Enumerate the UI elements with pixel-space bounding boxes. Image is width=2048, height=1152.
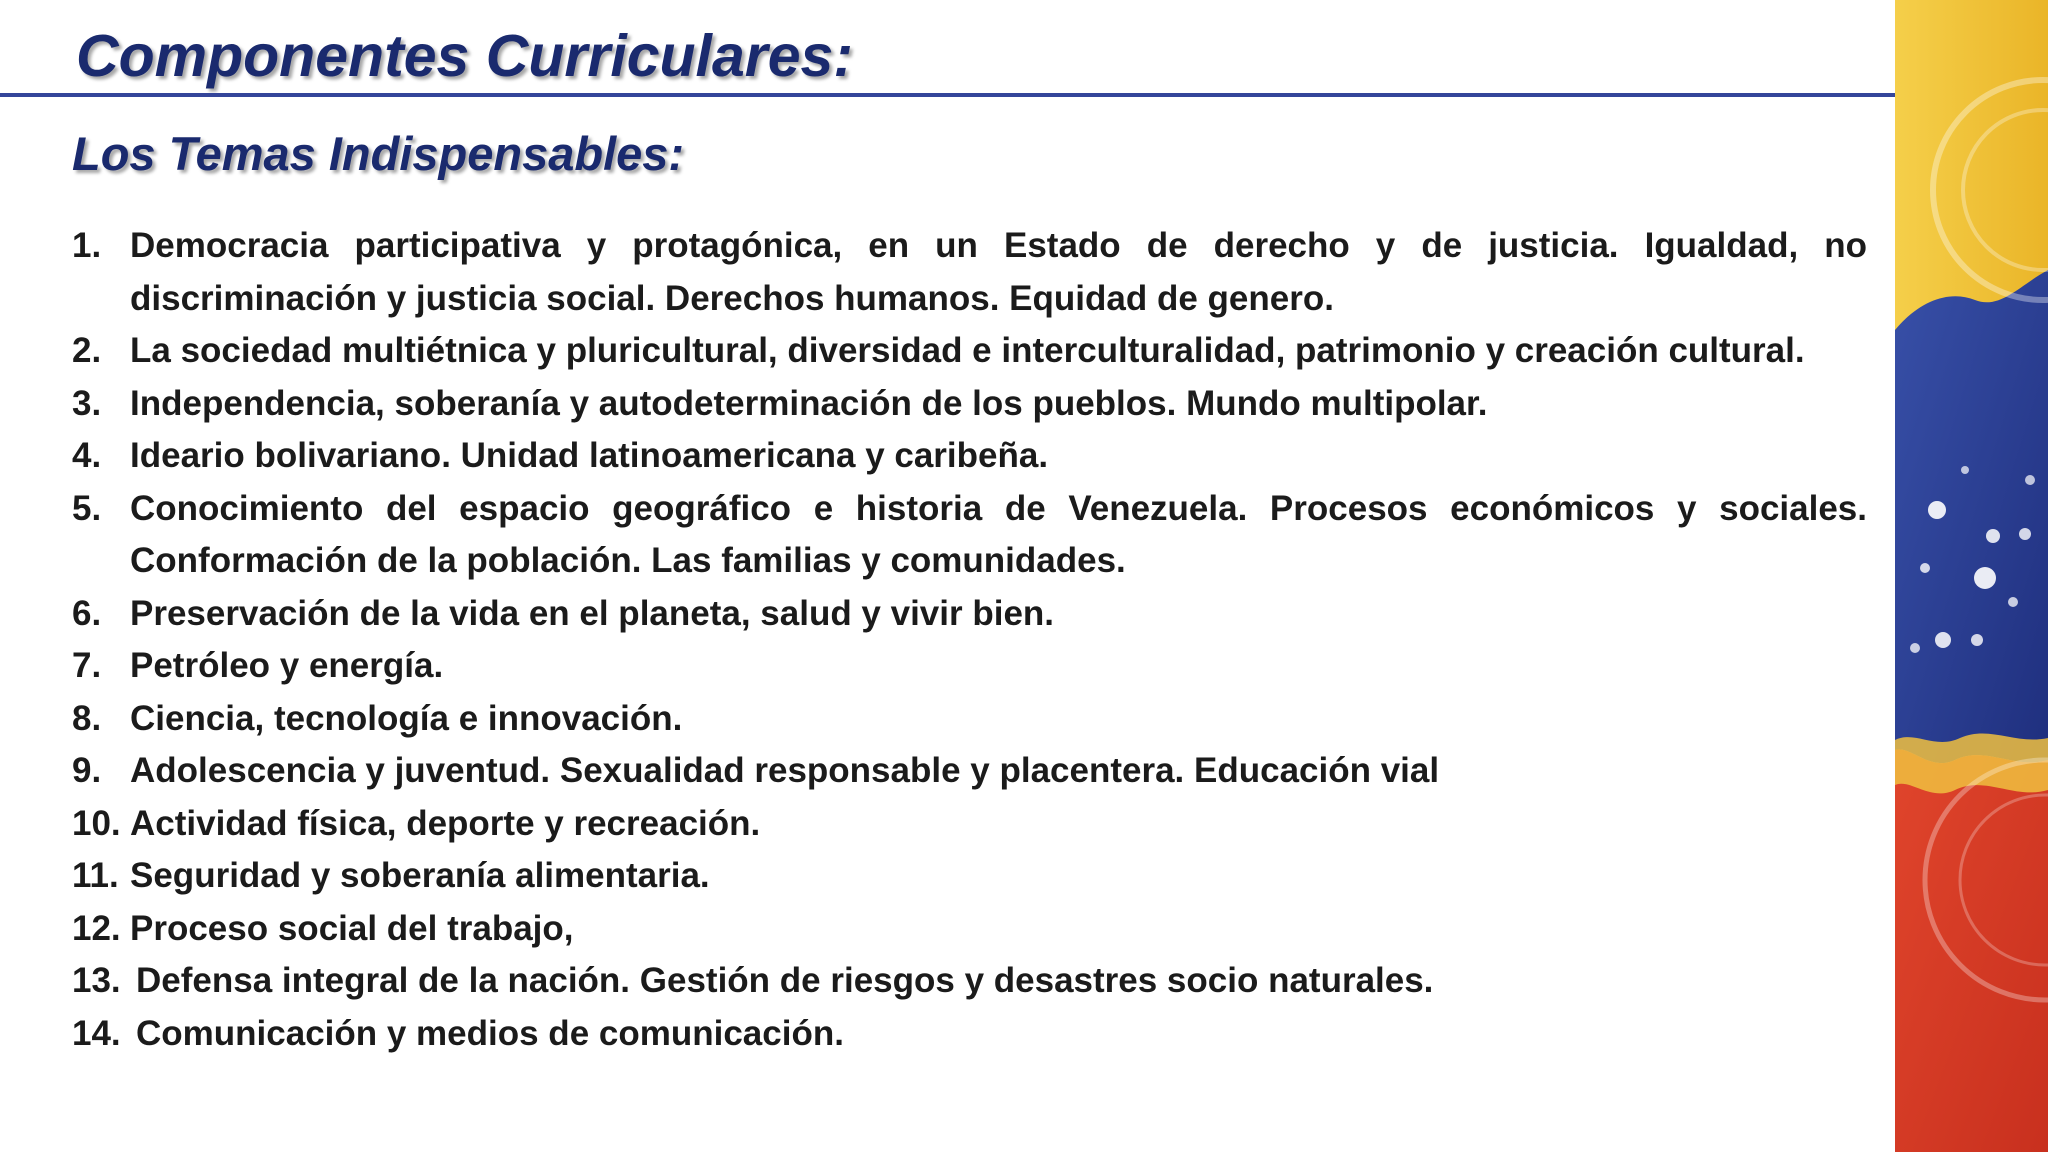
list-item [72,745,1867,798]
list-item [72,955,1867,1008]
list-item [72,850,1867,903]
flag-decorative-band [1895,0,2048,1152]
item-text: Democracia participativa y protagónica, en un Estado de derecho y de justicia. Igualdad, no discriminación y justicia social. Derechos humanos. Equidad de genero. [130,226,1867,318]
item-number: 9. [72,751,102,790]
item-number: 6. [72,593,102,633]
item-text: Preservación de la vida en el planeta, salud y vivir bien. [130,593,1055,633]
item-text: La sociedad multiétnica y pluricultural, diversidad e interculturalidad, patrimonio y creación cultural. [130,331,1805,370]
item-text: Ciencia, tecnología e innovación. [130,698,683,738]
topics-list [72,220,1867,1060]
item-text: Independencia, soberanía y autodeterminación de los pueblos. Mundo multipolar. [130,383,1488,423]
item-text: Comunicación y medios de comunicación. [136,1013,844,1053]
item-number: 8. [72,698,102,738]
list-item [72,903,1867,956]
list-item [72,693,1867,746]
item-text: Actividad física, deporte y recreación. [130,803,761,843]
item-text: Conocimiento del espacio geográfico e historia de Venezuela. Procesos económicos y sociales. Conformación de la población. Las familias y comunidades. [130,488,1867,580]
item-number: 7. [72,646,102,685]
item-number: 2. [72,331,102,370]
item-number: 1. [72,226,102,265]
item-text: Petróleo y energía. [130,646,444,685]
list-item [72,1008,1867,1061]
item-number: 13. [72,961,121,1000]
list-item [72,798,1867,851]
item-number: 4. [72,436,102,475]
slide-title: Componentes Curriculares: [76,23,853,89]
item-number: 14. [72,1013,121,1053]
item-text: Defensa integral de la nación. Gestión de riesgos y desastres socio naturales. [136,961,1434,1000]
list-item [72,483,1867,588]
item-number: 10. [72,803,121,843]
item-text: Seguridad y soberanía alimentaria. [130,856,710,895]
list-item [72,588,1867,641]
list-item [72,640,1867,693]
list-item [72,430,1867,483]
item-text: Ideario bolivariano. Unidad latinoamericana y caribeña. [130,436,1049,475]
item-number: 11. [72,856,119,895]
item-text: Adolescencia y juventud. Sexualidad responsable y placentera. Educación vial [130,751,1440,790]
item-number: 12. [72,908,121,948]
item-text: Proceso social del trabajo, [130,908,574,948]
slide-subtitle: Los Temas Indispensables: [72,127,685,180]
list-item [72,220,1867,325]
title-divider [0,93,1895,97]
list-item [72,378,1867,431]
item-number: 3. [72,383,102,423]
item-number: 5. [72,488,102,528]
list-item [72,325,1867,378]
flag-band-graphic [1895,0,2048,1152]
